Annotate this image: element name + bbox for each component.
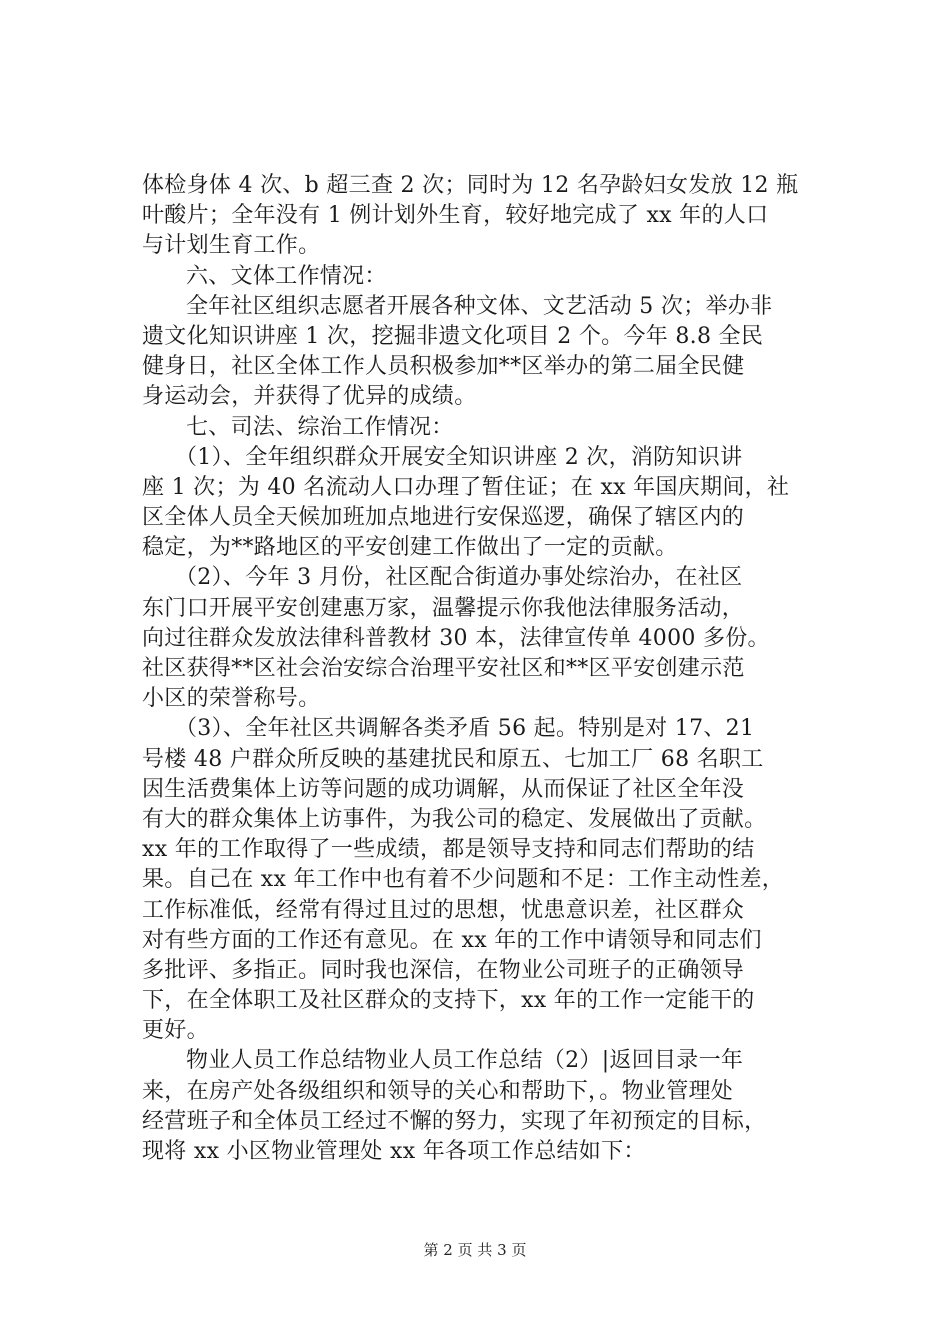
text-line: 区全体人员全天候加班加点地进行安保巡逻，确保了辖区内的: [142, 505, 745, 531]
text-line: 下，在全体职工及社区群众的支持下，xx 年的工作一定能干的: [142, 988, 755, 1014]
text-line: 东门口开展平安创建惠万家，温馨提示你我他法律服务活动，: [142, 595, 745, 621]
text-line: 与计划生育工作。: [142, 233, 321, 259]
text-line: 号楼 48 户群众所反映的基建扰民和原五、七加工厂 68 名职工: [142, 746, 764, 772]
text-line: 工作标准低，经常有得过且过的思想，忧患意识差，社区群众: [142, 897, 745, 923]
text-line: 现将 xx 小区物业管理处 xx 年各项工作总结如下：: [142, 1139, 646, 1164]
text-line: 经营班子和全体员工经过不懈的努力，实现了年初预定的目标，: [142, 1108, 767, 1134]
text-line: 叶酸片；全年没有 1 例计划外生育，较好地完成了 xx 年的人口: [142, 203, 769, 229]
text-line: 有大的群众集体上访事件，为我公司的稳定、发展做出了贡献。: [142, 806, 767, 832]
text-line: 六、文体工作情况：: [186, 263, 387, 289]
text-line: （3）、全年社区共调解各类矛盾 56 起。特别是对 17、21: [175, 716, 755, 742]
text-line: 健身日，社区全体工作人员积极参加**区举办的第二届全民健: [142, 354, 745, 380]
text-line: 更好。: [142, 1018, 209, 1044]
text-line: （2）、今年 3 月份，社区配合街道办事处综治办，在社区: [175, 565, 743, 591]
text-line: xx 年的工作取得了一些成绩，都是领导支持和同志们帮助的结: [142, 837, 755, 863]
text-line: 果。自己在 xx 年工作中也有着不少问题和不足：工作主动性差，: [142, 867, 785, 893]
page-footer: 第 2 页 共 3 页: [423, 1241, 527, 1259]
text-line: 稳定，为**路地区的平安创建工作做出了一定的贡献。: [142, 535, 678, 561]
document-body: [142, 171, 822, 1167]
text-line: 七、司法、综治工作情况：: [186, 414, 454, 440]
text-line: 来，在房产处各级组织和领导的关心和帮助下，。物业管理处: [142, 1078, 734, 1104]
text-line: 遗文化知识讲座 1 次，挖掘非遗文化项目 2 个。今年 8.8 全民: [142, 323, 764, 349]
text-line: 社区获得**区社会治安综合治理平安社区和**区平安创建示范: [142, 656, 745, 681]
text-line: 小区的荣誉称号。: [142, 686, 321, 712]
text-line: 座 1 次；为 40 名流动人口办理了暂住证；在 xx 年国庆期间，社: [142, 474, 790, 500]
text-line: （1）、全年组织群众开展安全知识讲座 2 次，消防知识讲: [175, 444, 743, 470]
text-line: 多批评、多指正。同时我也深信，在物业公司班子的正确领导: [142, 957, 745, 983]
text-line: 全年社区组织志愿者开展各种文体、文艺活动 5 次；举办非: [186, 293, 773, 319]
text-line: 身运动会，并获得了优异的成绩。: [142, 384, 477, 410]
text-line: 因生活费集体上访等问题的成功调解，从而保证了社区全年没: [142, 776, 745, 802]
text-line: 向过往群众发放法律科普教材 30 本，法律宣传单 4000 多份。: [142, 625, 770, 651]
text-line: 对有些方面的工作还有意见。在 xx 年的工作中请领导和同志们: [142, 927, 762, 953]
text-line: 物业人员工作总结物业人员工作总结（2）|返回目录一年: [186, 1048, 744, 1074]
text-line: 体检身体 4 次、b 超三查 2 次；同时为 12 名孕龄妇女发放 12 瓶: [142, 173, 799, 198]
